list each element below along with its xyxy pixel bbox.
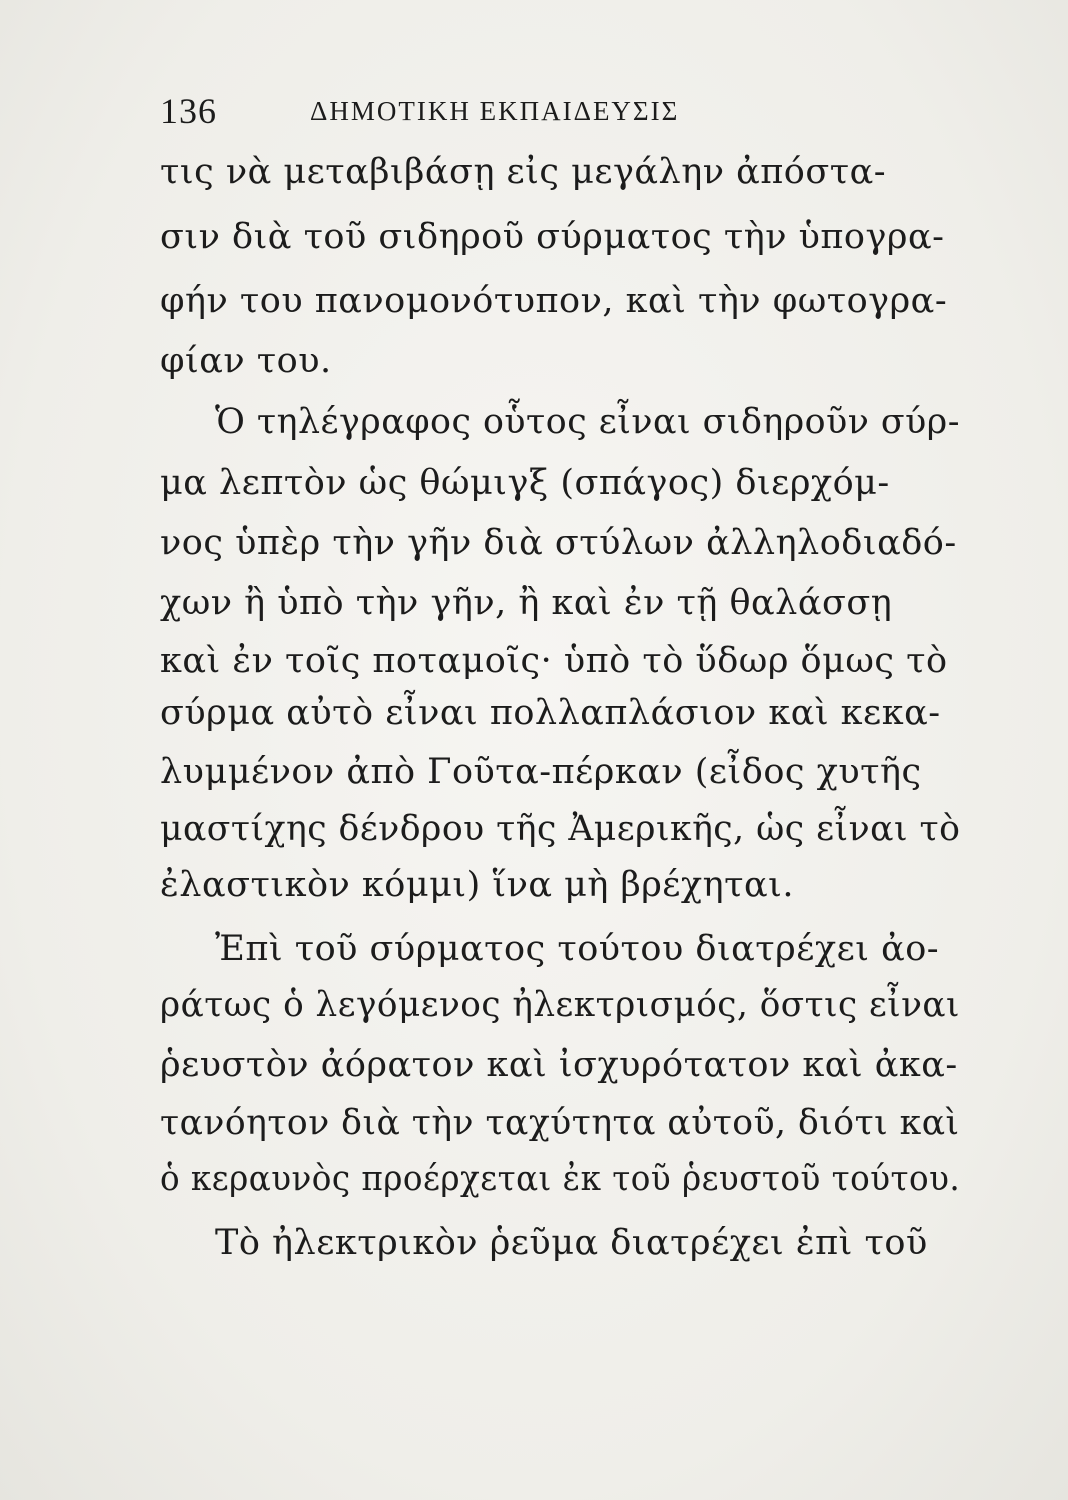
text-line: καὶ ἐν τοῖς ποταμοῖς· ὑπὸ τὸ ὕδωρ ὅμως τὸ xyxy=(160,641,948,681)
paragraph-start-line: Τὸ ἠλεκτρικὸν ῥεῦμα διατρέχει ἐπὶ τοῦ xyxy=(215,1223,928,1263)
text-line: ὁ κεραυνὸς προέρχεται ἐκ τοῦ ῥευστοῦ τούτου. xyxy=(160,1159,961,1199)
text-line: φήν του πανομονότυπον, καὶ τὴν φωτογρα- xyxy=(160,281,948,321)
text-line: σύρμα αὐτὸ εἶναι πολλαπλάσιον καὶ κεκα- xyxy=(160,693,941,733)
text-line: μα λεπτὸν ὡς θώμιγξ (σπάγος) διερχόμ- xyxy=(160,463,890,503)
text-line: τις νὰ μεταβιβάσῃ εἰς μεγάλην ἀπόστα- xyxy=(160,152,887,192)
text-line: νος ὑπὲρ τὴν γῆν διὰ στύλων ἀλληλοδιαδό- xyxy=(160,523,957,563)
paragraph-start-line: Ὁ τηλέγραφος οὗτος εἶναι σιδηροῦν σύρ- xyxy=(215,402,960,442)
text-line: ἐλαστικὸν κόμμι) ἵνα μὴ βρέχηται. xyxy=(160,865,794,905)
text-line: τανόητον διὰ τὴν ταχύτητα αὐτοῦ, διότι καὶ xyxy=(160,1103,960,1143)
running-head xyxy=(160,90,960,130)
text-line: ῥευστὸν ἀόρατον καὶ ἰσχυρότατον καὶ ἀκα- xyxy=(160,1045,958,1085)
text-line: φίαν του. xyxy=(160,341,332,381)
text-line: ράτως ὁ λεγόμενος ἠλεκτρισμός, ὅστις εἶναι xyxy=(160,985,960,1025)
running-title: ΔΗΜΟΤΙΚΗ ΕΚΠΑΙΔΕΥΣΙΣ xyxy=(310,96,680,126)
text-line: χων ἢ ὑπὸ τὴν γῆν, ἢ καὶ ἐν τῇ θαλάσσῃ xyxy=(160,583,893,623)
text-line: λυμμένον ἀπὸ Γοῦτα-πέρκαν (εἶδος χυτῆς xyxy=(160,752,922,792)
paragraph-start-line: Ἐπὶ τοῦ σύρματος τούτου διατρέχει ἀο- xyxy=(215,929,940,969)
page-number: 136 xyxy=(160,91,217,131)
text-line: μαστίχης δένδρου τῆς Ἀμερικῆς, ὡς εἶναι τὸ xyxy=(160,809,961,849)
text-line: σιν διὰ τοῦ σιδηροῦ σύρματος τὴν ὑπογρα- xyxy=(160,217,945,257)
